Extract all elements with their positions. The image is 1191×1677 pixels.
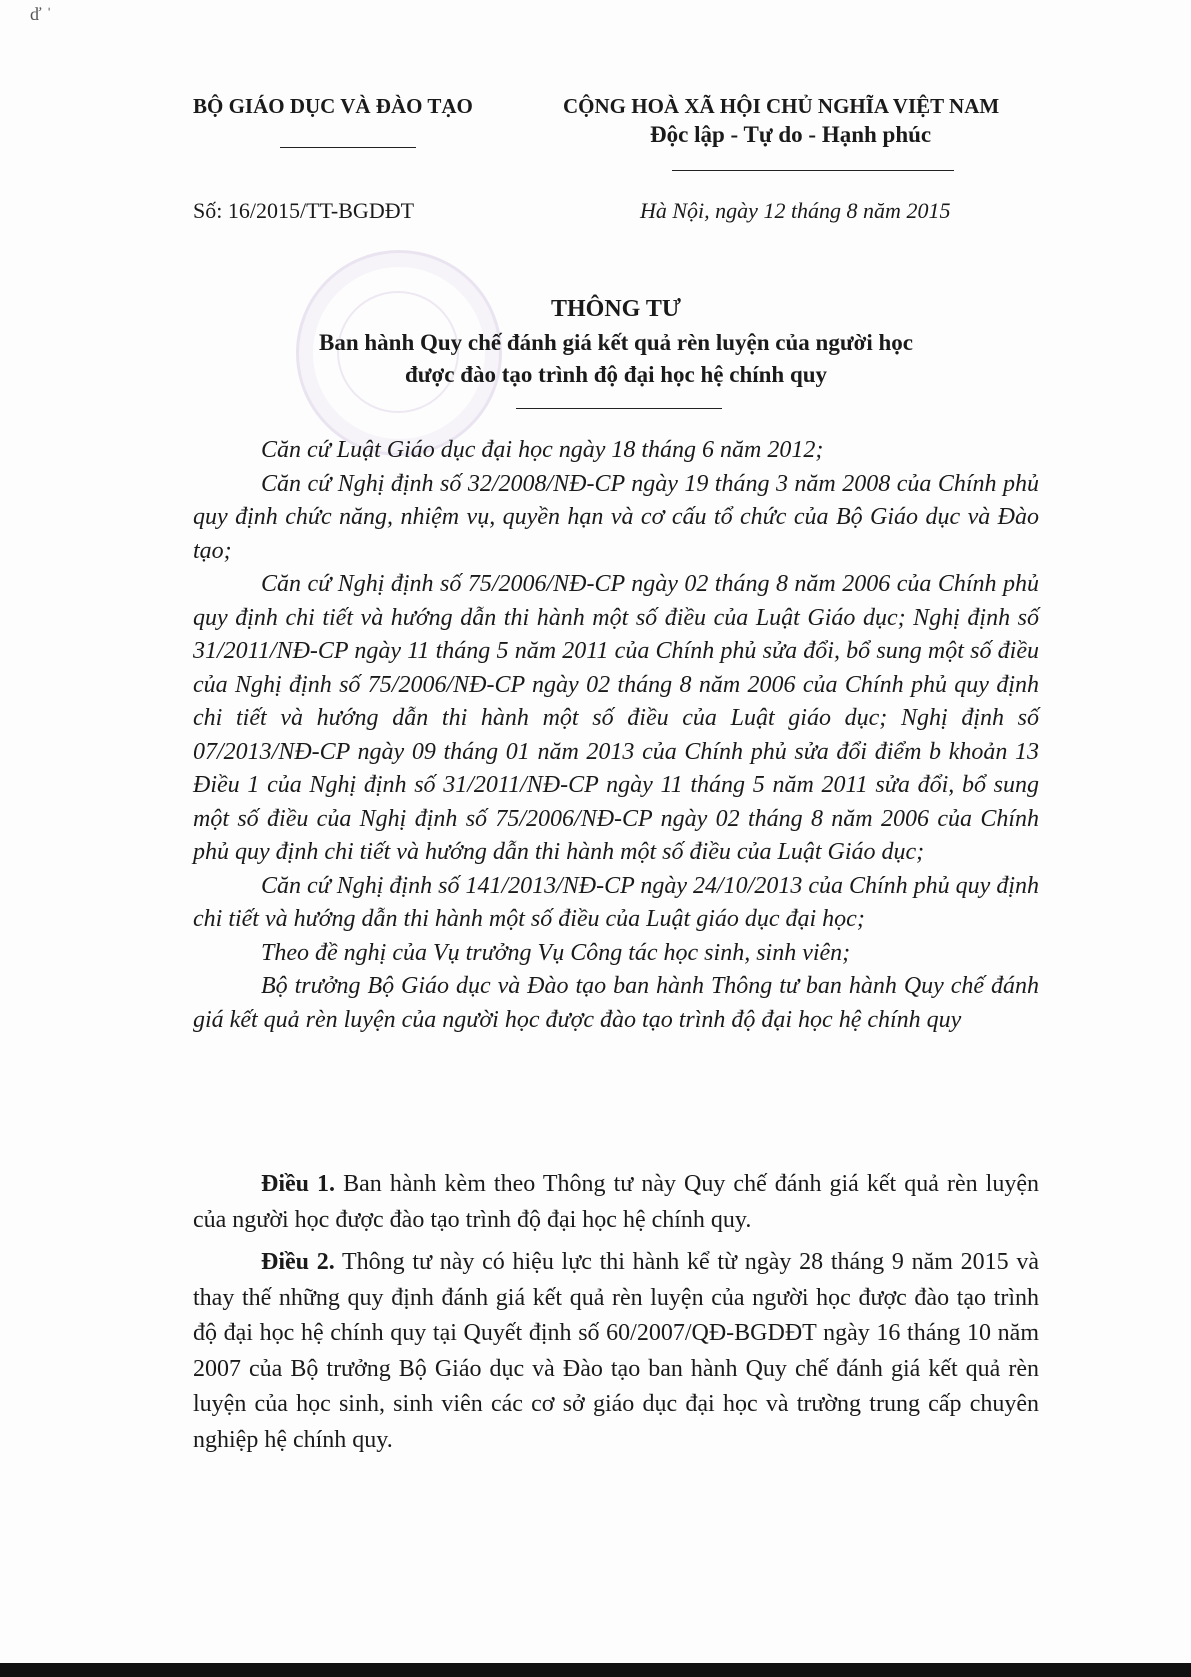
legal-bases-section [193,434,1039,1037]
ministry-name: BỘ GIÁO DỤC VÀ ĐÀO TẠO [193,94,473,118]
legal-basis-paragraph: Bộ trưởng Bộ Giáo dục và Đào tạo ban hành Thông tư ban hành Quy chế đánh giá kết quả rèn luyện của người học được đào tạo trình độ đại học hệ chính quy [193,973,1039,1033]
document-number: Số: 16/2015/TT-BGDĐT [193,198,415,223]
document-type-title: THÔNG TƯ [550,296,682,322]
article-text: Thông tư này có hiệu lực thi hành kể từ ngày 28 tháng 9 năm 2015 và thay thế những quy định đánh giá kết quả rèn luyện của người học được đào tạo trình độ đại học hệ chính quy tại Quyết định số 60/2007/QĐ-BGDĐT ngày 16 tháng 10 năm 2007 của Bộ trưởng Bộ Giáo dục và Đào tạo ban hành Quy chế đánh giá kết quả rèn luyện của học sinh, sinh viên các cơ sở giáo dục đại học và trường trung cấp chuyên nghiệp hệ chính quy. [193,1249,1039,1453]
legal-basis-paragraph: Theo đề nghị của Vụ trưởng Vụ Công tác học sinh, sinh viên; [261,939,851,966]
title-underline [516,408,722,409]
motto-underline [672,170,954,171]
legal-basis-paragraph: Căn cứ Nghị định số 32/2008/NĐ-CP ngày 19 tháng 3 năm 2008 của Chính phủ quy định chức năng, nhiệm vụ, quyền hạn và cơ cấu tổ chức của Bộ Giáo dục và Đào tạo; [193,470,1039,564]
title-line-2: được đào tạo trình độ đại học hệ chính quy [404,362,828,387]
legal-basis-paragraph: Căn cứ Luật Giáo dục đại học ngày 18 tháng 6 năm 2012; [261,437,824,463]
legal-basis-paragraph: Căn cứ Nghị định số 141/2013/NĐ-CP ngày 24/10/2013 của Chính phủ quy định chi tiết và hướng dẫn thi hành một số điều của Luật giáo dục đại học; [193,872,1039,932]
articles-section [193,1167,1039,1465]
article-label: Điều 2. [261,1249,335,1275]
scan-bottom-edge [0,1663,1191,1677]
title-line-1: Ban hành Quy chế đánh giá kết quả rèn luyện của người học [318,330,913,355]
national-motto: Độc lập - Tự do - Hạnh phúc [650,122,932,147]
scan-specks: ď ˈ [30,4,53,24]
article-label: Điều 1. [261,1171,336,1197]
legal-basis-paragraph: Căn cứ Nghị định số 75/2006/NĐ-CP ngày 02 tháng 8 năm 2006 của Chính phủ quy định chi tiết và hướng dẫn thi hành một số điều của Luật Giáo dục; Nghị định số 31/2011/NĐ-CP ngày 11 tháng 5 năm 2011 của Chính phủ sửa đổi, bổ sung một số điều của Nghị định số 75/2006/NĐ-CP ngày 02 tháng 8 năm 2006 của Chính phủ quy định chi tiết và hướng dẫn thi hành một số điều của Luật giáo dục; Nghị định số 07/2013/NĐ-CP ngày 09 tháng 01 năm 2013 của Chính phủ sửa đổi điểm b khoản 13 Điều 1 của Nghị định số 31/2011/NĐ-CP ngày 11 tháng 5 năm 2011 sửa đổi, bổ sung một số điều của Nghị định số 75/2006/NĐ-CP ngày 02 tháng 8 năm 2006 của Chính phủ quy định chi tiết và hướng dẫn thi hành một số điều của Luật Giáo dục; [193,571,1039,865]
article-2 [193,1245,1039,1458]
place-date: Hà Nội, ngày 12 tháng 8 năm 2015 [640,198,951,223]
country-name: CỘNG HOÀ XÃ HỘI CHỦ NGHĨA VIỆT NAM [563,94,1000,118]
article-1 [193,1167,1039,1238]
ministry-underline [280,147,416,148]
article-text: Ban hành kèm theo Thông tư này Quy chế đánh giá kết quả rèn luyện của người học được đào tạo trình độ đại học hệ chính quy. [193,1171,1039,1233]
